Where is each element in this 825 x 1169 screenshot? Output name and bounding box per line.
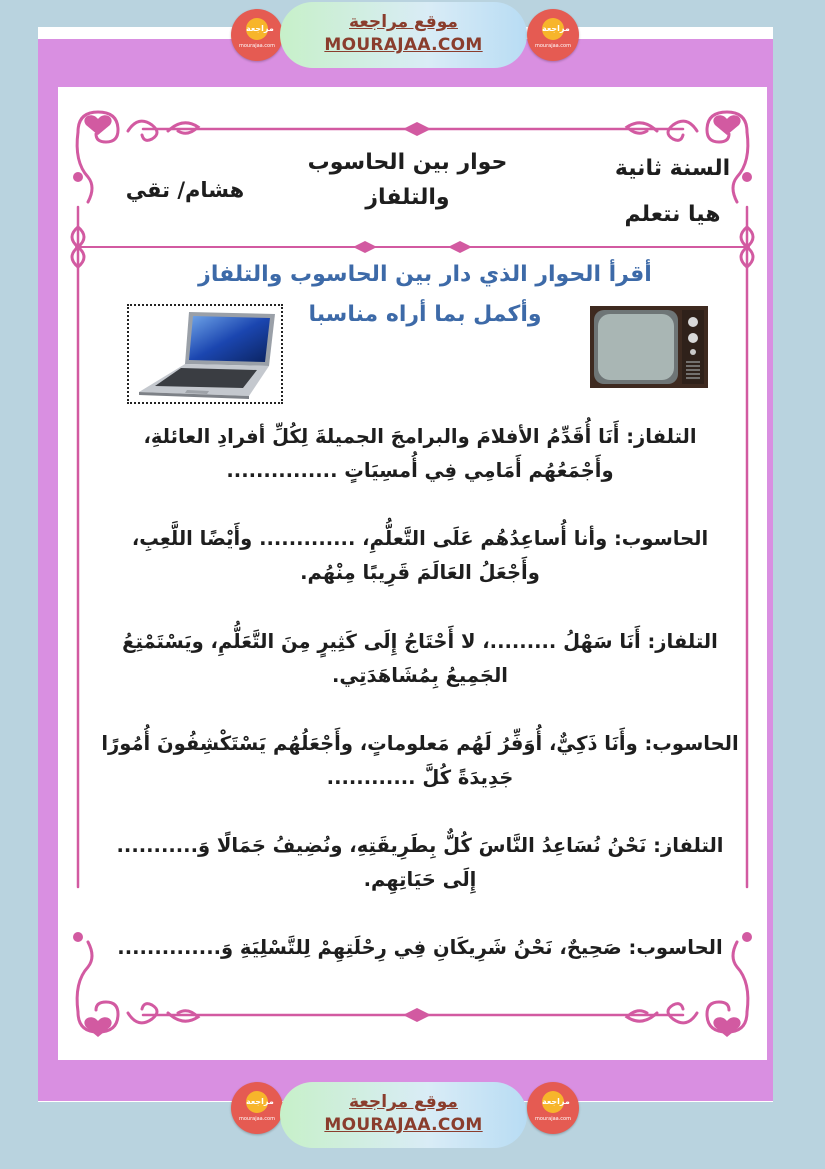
dialogue-line-tv-1: التلفاز: أَنَا أُقَدِّمُ الأفلامَ والبرامجَ الجميلةَ لِكُلِّ أفرادِ العائلةِ، وأَجْمَعُهُم أَمَامِي فِي أُمسِيَاتٍ ............... — [143, 425, 697, 482]
dialogue-line-computer-1: الحاسوب: وأنا أُساعِدُهُم عَلَى التَّعلُّمِ، ............. وأَيْضًا اللَّعِبِ، وأَجْعَلُ العَالَمَ قَرِيبًا مِنْهُم. — [131, 527, 709, 584]
logo-caption: mourajaa.com — [238, 1116, 275, 1122]
site-logo-icon[interactable] — [527, 1082, 579, 1134]
logo-core: مراجعة — [246, 1091, 268, 1113]
site-name-arabic[interactable]: موقع مراجعة — [349, 1092, 458, 1112]
logo-core: مراجعة — [246, 18, 268, 40]
instruction-line-1: أقرأ الحوار الذي دار بين الحاسوب والتلفاز — [198, 262, 652, 287]
logo-core: مراجعة — [542, 1091, 564, 1113]
dialogue-line-computer-2: الحاسوب: وأَنَا ذَكِيٌّ، أُوَفِّرُ لَهُم مَعلوماتٍ، وأَجْعَلُهُم يَسْتَكْشِفُونَ أُمُورًا جَدِيدَةً كُلَّ ............ — [101, 732, 739, 789]
site-banner-top[interactable] — [280, 2, 527, 68]
logo-caption: mourajaa.com — [238, 43, 275, 49]
logo-core: مراجعة — [542, 18, 564, 40]
dialogue-line-computer-3: الحاسوب: صَحِيحٌ، نَحْنُ شَرِيكَانِ فِي رِحْلَتِهِمْ لِلتَّسْلِيَةِ وَ.............. — [117, 936, 723, 959]
unit-label: هيا نتعلم — [624, 202, 721, 227]
author-name: هشام/ تقي — [125, 178, 245, 202]
lesson-title: حوار بين الحاسوب والتلفاز — [307, 150, 508, 210]
dialogue-line-tv-3: التلفاز: نَحْنُ نُسَاعِدُ النَّاسَ كُلٌّ بِطَرِيقَتِهِ، ونُضِيفُ جَمَالًا وَ........... إِلَى حَيَاتِهِم. — [116, 834, 724, 891]
site-name-link[interactable]: MOURAJAA.COM — [324, 35, 483, 55]
laptop-image — [127, 304, 283, 404]
logo-caption: mourajaa.com — [534, 43, 571, 49]
logo-caption: mourajaa.com — [534, 1116, 571, 1122]
site-name-arabic[interactable]: موقع مراجعة — [349, 12, 458, 32]
dialogue-line-tv-2: التلفاز: أَنَا سَهْلُ .........، لا أَحْتَاجُ إِلَى كَثِيرٍ مِنَ التَّعَلُّمِ، ويَسْتَمْتِعُ الجَمِيعُ بِمُشَاهَدَتِي. — [122, 630, 718, 687]
grade-label: السنة ثانية — [614, 156, 731, 181]
site-logo-icon[interactable] — [231, 9, 283, 61]
television-icon — [588, 304, 710, 392]
site-logo-icon[interactable] — [231, 1082, 283, 1134]
site-banner-bottom[interactable] — [280, 1082, 527, 1148]
instruction-line-2: وأكمل بما أراه مناسبا — [308, 302, 542, 327]
site-logo-icon[interactable] — [527, 9, 579, 61]
tv-image — [588, 304, 710, 392]
site-name-link[interactable]: MOURAJAA.COM — [324, 1115, 483, 1135]
laptop-icon — [129, 306, 281, 402]
